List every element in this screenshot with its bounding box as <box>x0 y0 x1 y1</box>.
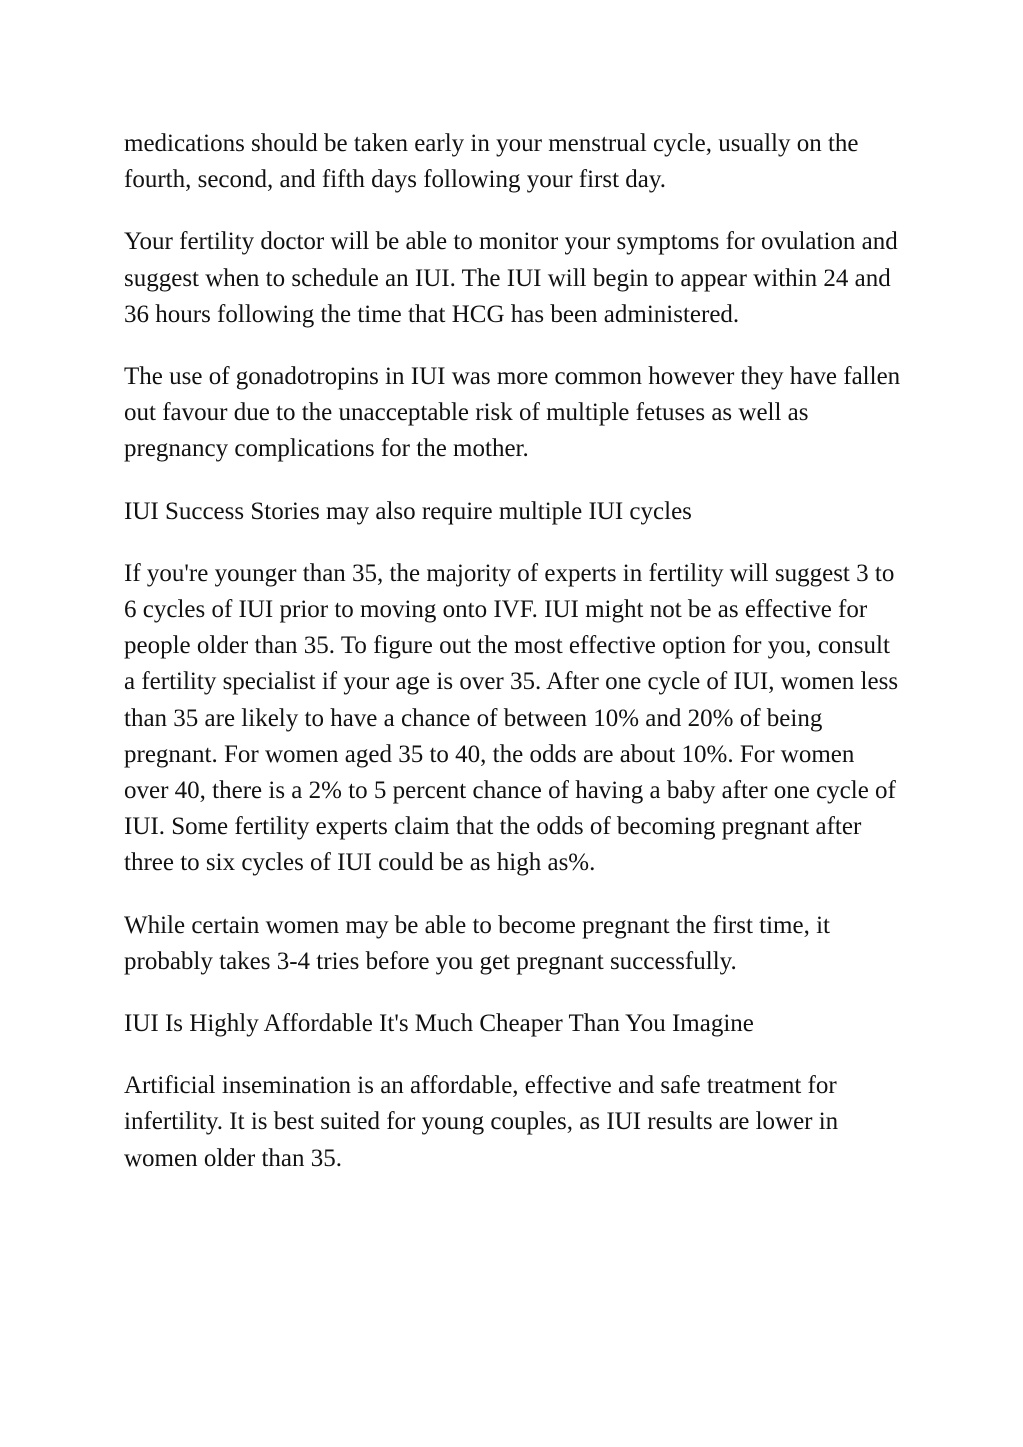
paragraph-number-of-tries: While certain women may be able to become pregnant the first time, it probably takes 3-4 tries before you get pregnant successfully. <box>124 911 830 975</box>
paragraph-medication-timing: medications should be taken early in your menstrual cycle, usually on the fourth, second, and fifth days following your first day. <box>124 130 859 194</box>
paragraph-affordable-treatment: Artificial insemination is an affordable, effective and safe treatment for infertility. It is best suited for young couples, as IUI results are lower in women older than 35. <box>124 1072 839 1172</box>
document-page <box>124 126 904 1203</box>
paragraph-ovulation-monitoring: Your fertility doctor will be able to monitor your symptoms for ovulation and suggest when to schedule an IUI. The IUI will begin to appear within 24 and 36 hours following the time that HCG has been administered. <box>124 228 898 328</box>
paragraph-success-rates: If you're younger than 35, the majority of experts in fertility will suggest 3 to 6 cycles of IUI prior to moving onto IVF. IUI might not be as effective for people older than 35. To figure out the most effective option for you, consult a fertility specialist if your age is over 35. After one cycle of IUI, women less than 35 are likely to have a chance of between 10% and 20% of being pregnant. For women aged 35 to 40, the odds are about 10%. For women over 40, there is a 2% to 5 percent chance of having a baby after one cycle of IUI. Some fertility experts claim that the odds of becoming pregnant after three to six cycles of IUI could be as high as%. <box>124 559 899 877</box>
paragraph-gonadotropins: The use of gonadotropins in IUI was more common however they have fallen out favour due to the unacceptable risk of multiple fetuses as well as pregnancy complications for the mother. <box>124 363 901 463</box>
section-heading-success-stories: IUI Success Stories may also require multiple IUI cycles <box>124 497 692 525</box>
section-heading-affordability: IUI Is Highly Affordable It's Much Cheaper Than You Imagine <box>124 1010 754 1038</box>
